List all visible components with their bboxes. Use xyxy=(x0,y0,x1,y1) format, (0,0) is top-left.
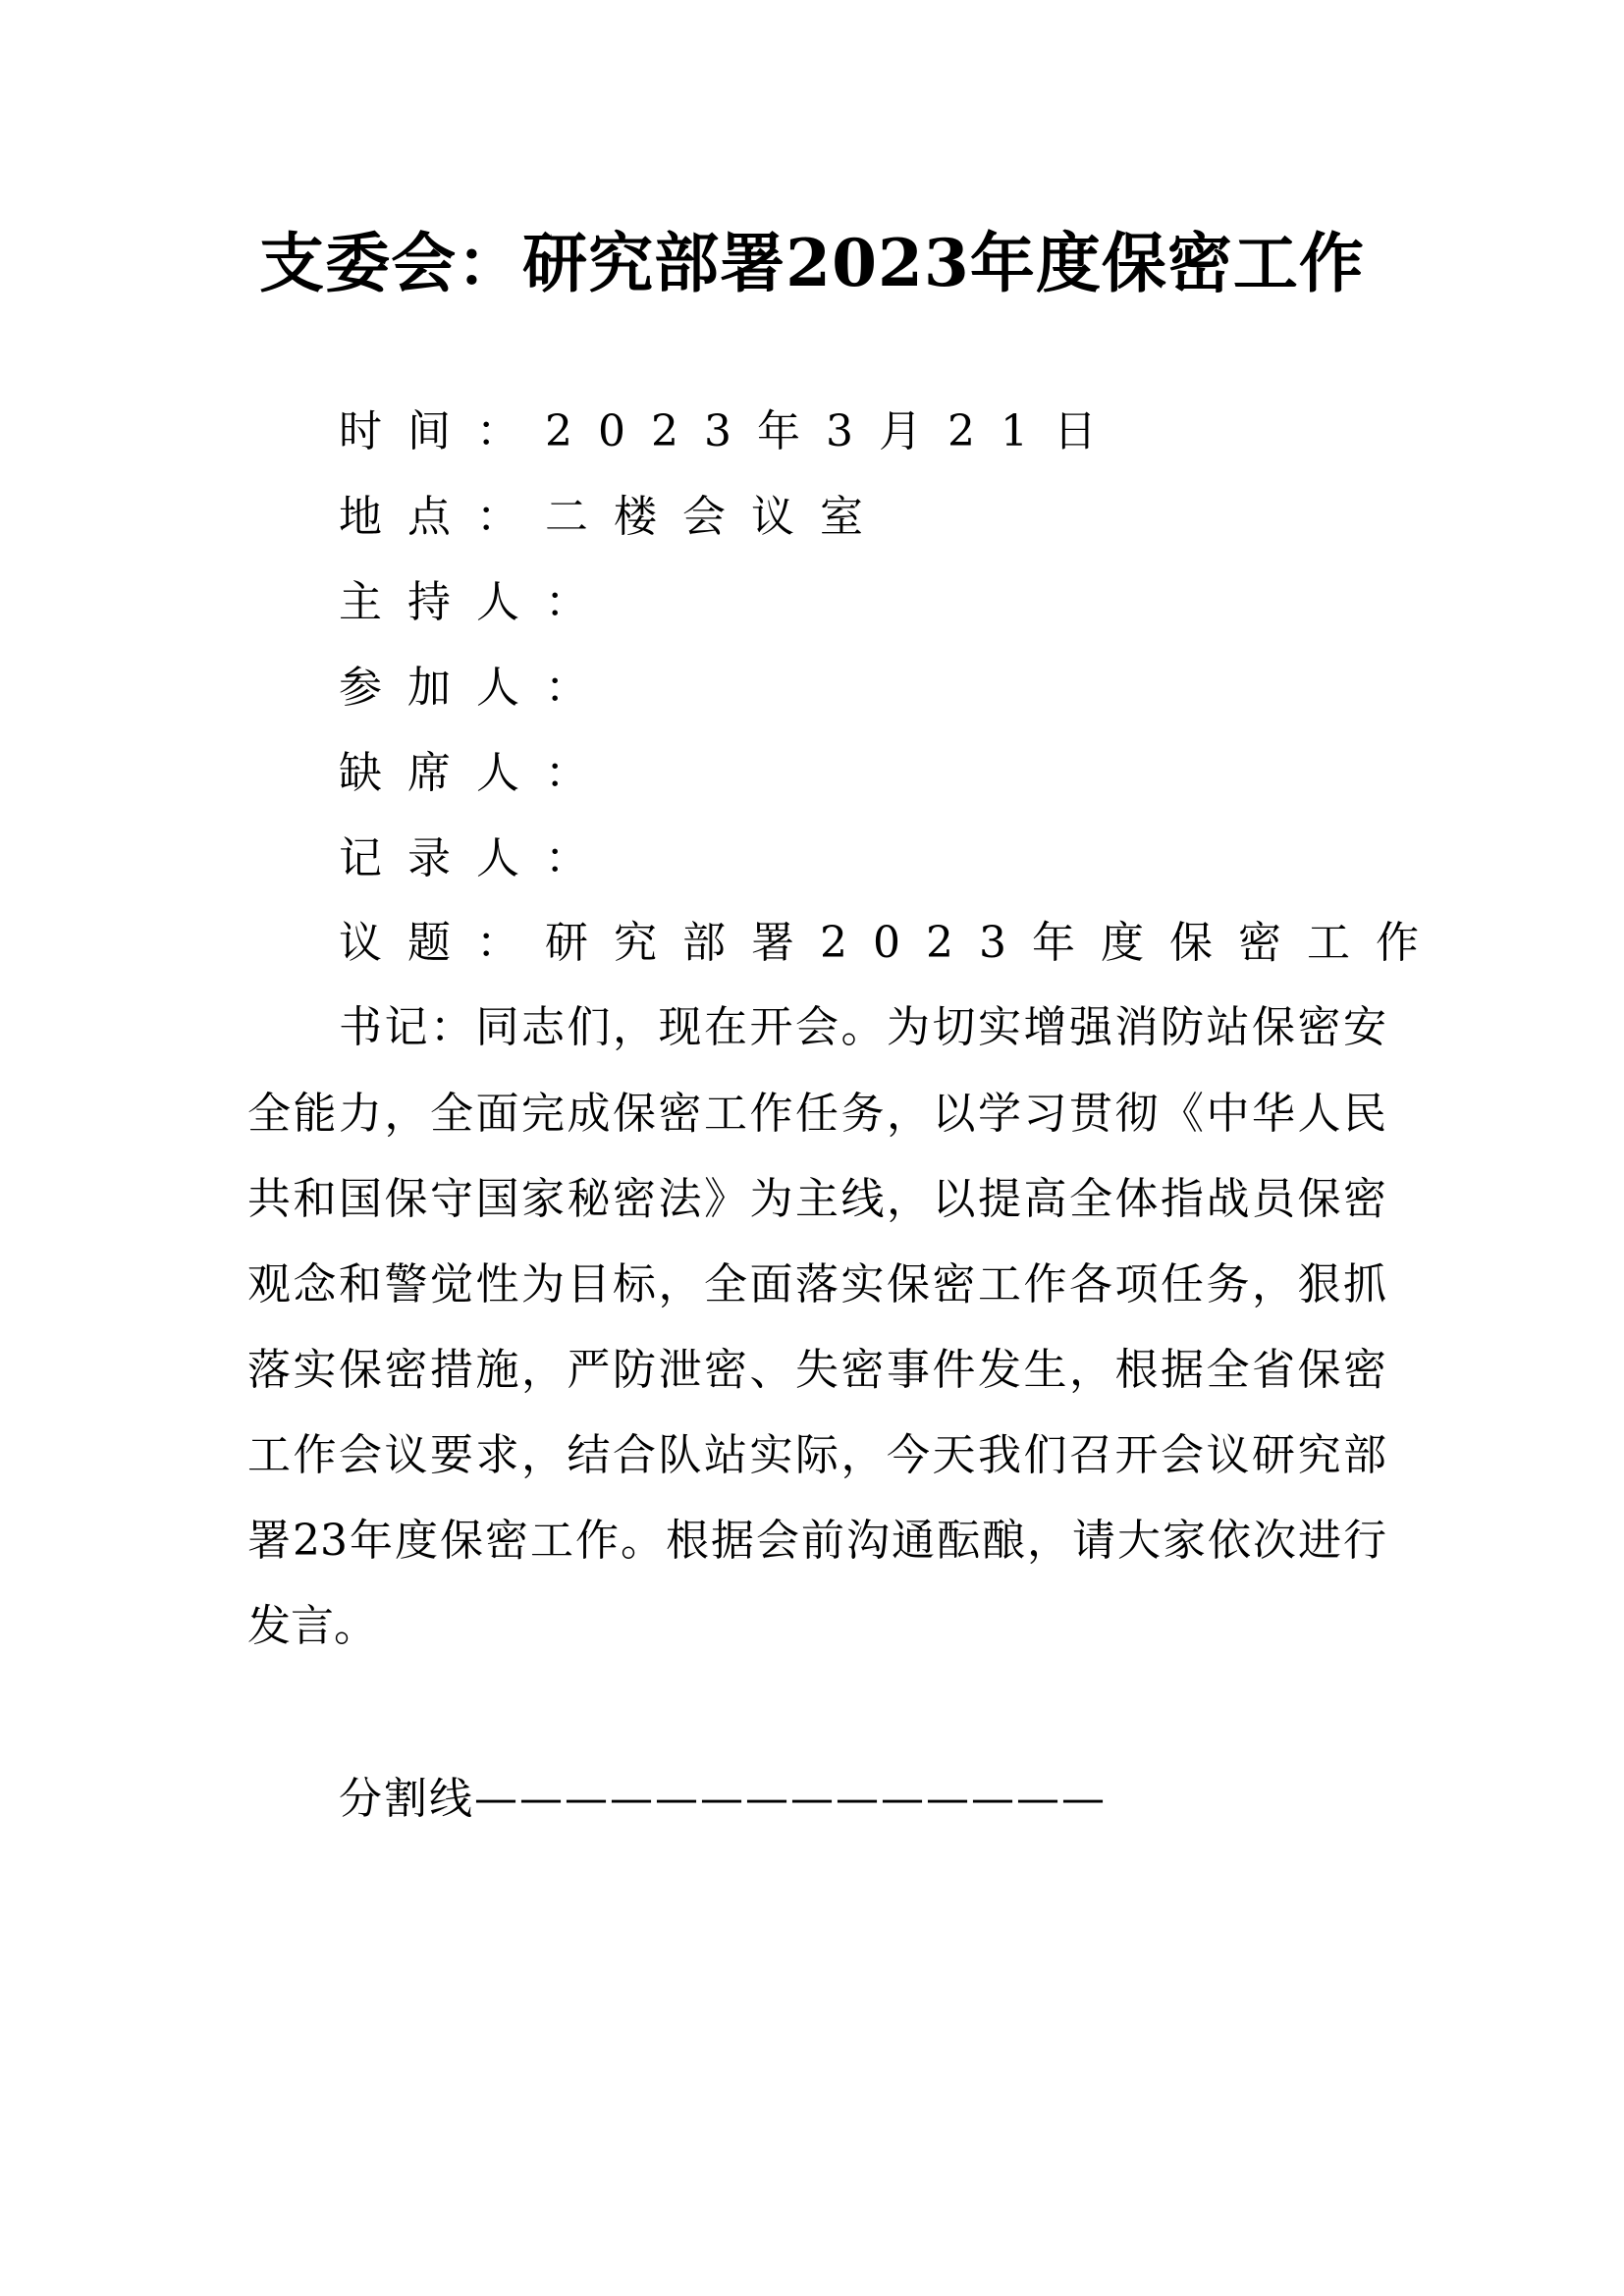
speech-line: 书记：同志们，现在开会。为切实增强消防站保密安 xyxy=(339,1002,1386,1052)
document-title: 支委会：研究部署2023年度保密工作 xyxy=(259,225,1365,301)
meeting-topic: 议题：研究部署2023年度保密工作 xyxy=(339,918,1444,968)
speech-line: 全能力，全面完成保密工作任务，以学习贯彻《中华人民 xyxy=(247,1089,1386,1139)
speech-line: 工作会议要求，结合队站实际，今天我们召开会议研究部 xyxy=(247,1430,1386,1480)
meeting-host: 主持人： xyxy=(339,577,614,627)
meeting-absent: 缺席人： xyxy=(339,748,614,798)
meeting-attendees: 参加人： xyxy=(339,663,614,713)
meeting-time: 时间：2023年3月21日 xyxy=(339,406,1122,456)
divider-line: 分割线—————————————— xyxy=(339,1774,1107,1824)
speech-line: 发言。 xyxy=(247,1601,377,1651)
speech-line: 落实保密措施，严防泄密、失密事件发生，根据全省保密 xyxy=(247,1345,1386,1395)
speech-line: 署23年度保密工作。根据会前沟通酝酿，请大家依次进行 xyxy=(247,1516,1386,1566)
speech-line: 共和国保守国家秘密法》为主线，以提高全体指战员保密 xyxy=(247,1174,1386,1224)
meeting-recorder: 记录人： xyxy=(339,833,614,883)
speech-line: 观念和警觉性为目标，全面落实保密工作各项任务，狠抓 xyxy=(247,1259,1386,1309)
meeting-place: 地点：二楼会议室 xyxy=(339,492,889,542)
